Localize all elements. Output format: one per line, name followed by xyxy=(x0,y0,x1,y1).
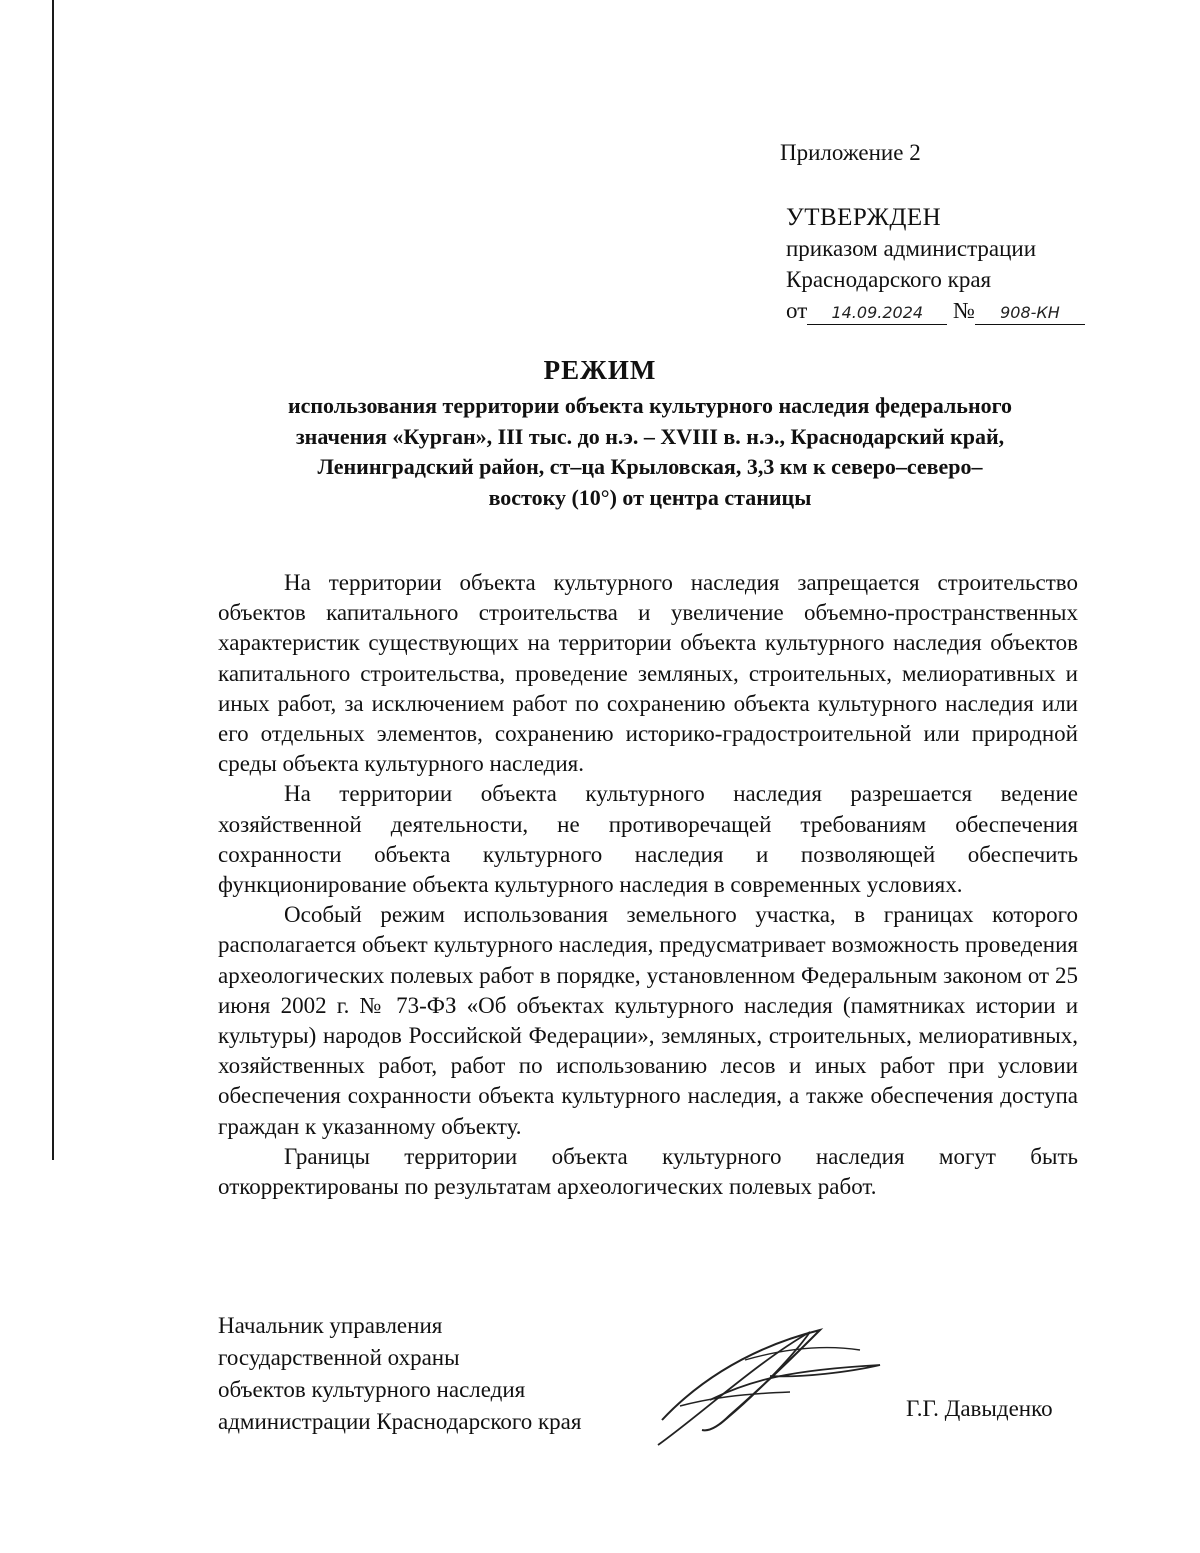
signer-position-line: администрации Краснодарского края xyxy=(218,1409,582,1434)
page-edge-line xyxy=(52,0,54,1160)
signer-position-line: объектов культурного наследия xyxy=(218,1377,526,1402)
document-title: РЕЖИМ xyxy=(543,355,657,385)
handwritten-order-date: 14.09.2024 xyxy=(807,302,947,325)
approval-title: УТВЕРЖДЕН xyxy=(786,204,942,231)
subtitle-line: значения «Курган», III тыс. до н.э. – XVIII в. н.э., Краснодарский край, xyxy=(295,423,1005,449)
subtitle-line: использования территории объекта культурного наследия федерального xyxy=(287,393,1013,418)
subtitle-line: Ленинградский район, ст–ца Крыловская, 3,3 км к северо–северо– xyxy=(317,454,983,479)
body-paragraph: Особый режим использования земельного участка, в границах которого располагается объект культурного наследия, предусматривает возможность проведения археологических полевых работ в порядке, установленном Федеральным законом от 25 июня 2002 г. № 73-ФЗ «Об объектах культурного наследия (памятниках истории и культуры) народов Российской Федерации», земляных, строительных, мелиоративных, хозяйственных работ, работ по использованию лесов и иных работ при условии обеспечения сохранности объекта культурного наследия, а также обеспечения доступа граждан к указанному объекту. xyxy=(218,902,1078,1139)
signer-position-line: государственной охраны xyxy=(218,1345,460,1370)
document-subtitle xyxy=(210,391,1090,513)
signer-position-line: Начальник управления xyxy=(218,1313,443,1338)
signer-name: Г.Г. Давыденко xyxy=(906,1396,1053,1421)
appendix-label: Приложение 2 xyxy=(780,140,921,165)
body-paragraph: Границы территории объекта культурного наследия могут быть откорректированы по результатам археологических полевых работ. xyxy=(218,1143,1078,1200)
body-paragraph: На территории объекта культурного наследия запрещается строительство объектов капитального строительства и увеличение объемно-пространственных характеристик существующих на территории объекта культурного наследия объектов капитального строительства, проведение земляных, строительных, мелиоративных и иных работ, за исключением работ по сохранению объекта культурного наследия или его отдельных элементов, сохранению историко-градостроительной или природной среды объекта культурного наследия. xyxy=(218,570,1078,777)
from-prefix: от xyxy=(786,298,808,323)
document-body xyxy=(218,568,1078,1202)
handwritten-order-number: 908-КН xyxy=(975,302,1085,325)
body-paragraph: На территории объекта культурного наследия разрешается ведение хозяйственной деятельности, не противоречащей требованиям обеспечения сохранности объекта культурного наследия и позволяющей обеспечить функционирование объекта культурного наследия в современных условиях. xyxy=(218,781,1078,898)
approval-line-1: приказом администрации xyxy=(786,236,1037,261)
approval-line-2: Краснодарского края xyxy=(786,267,992,292)
subtitle-line: востоку (10°) от центра станицы xyxy=(488,484,812,510)
order-date-number-line xyxy=(786,295,1085,326)
approval-block xyxy=(786,202,1085,326)
number-prefix: № xyxy=(953,298,975,323)
signer-position xyxy=(218,1310,581,1438)
handwritten-signature xyxy=(650,1320,890,1450)
